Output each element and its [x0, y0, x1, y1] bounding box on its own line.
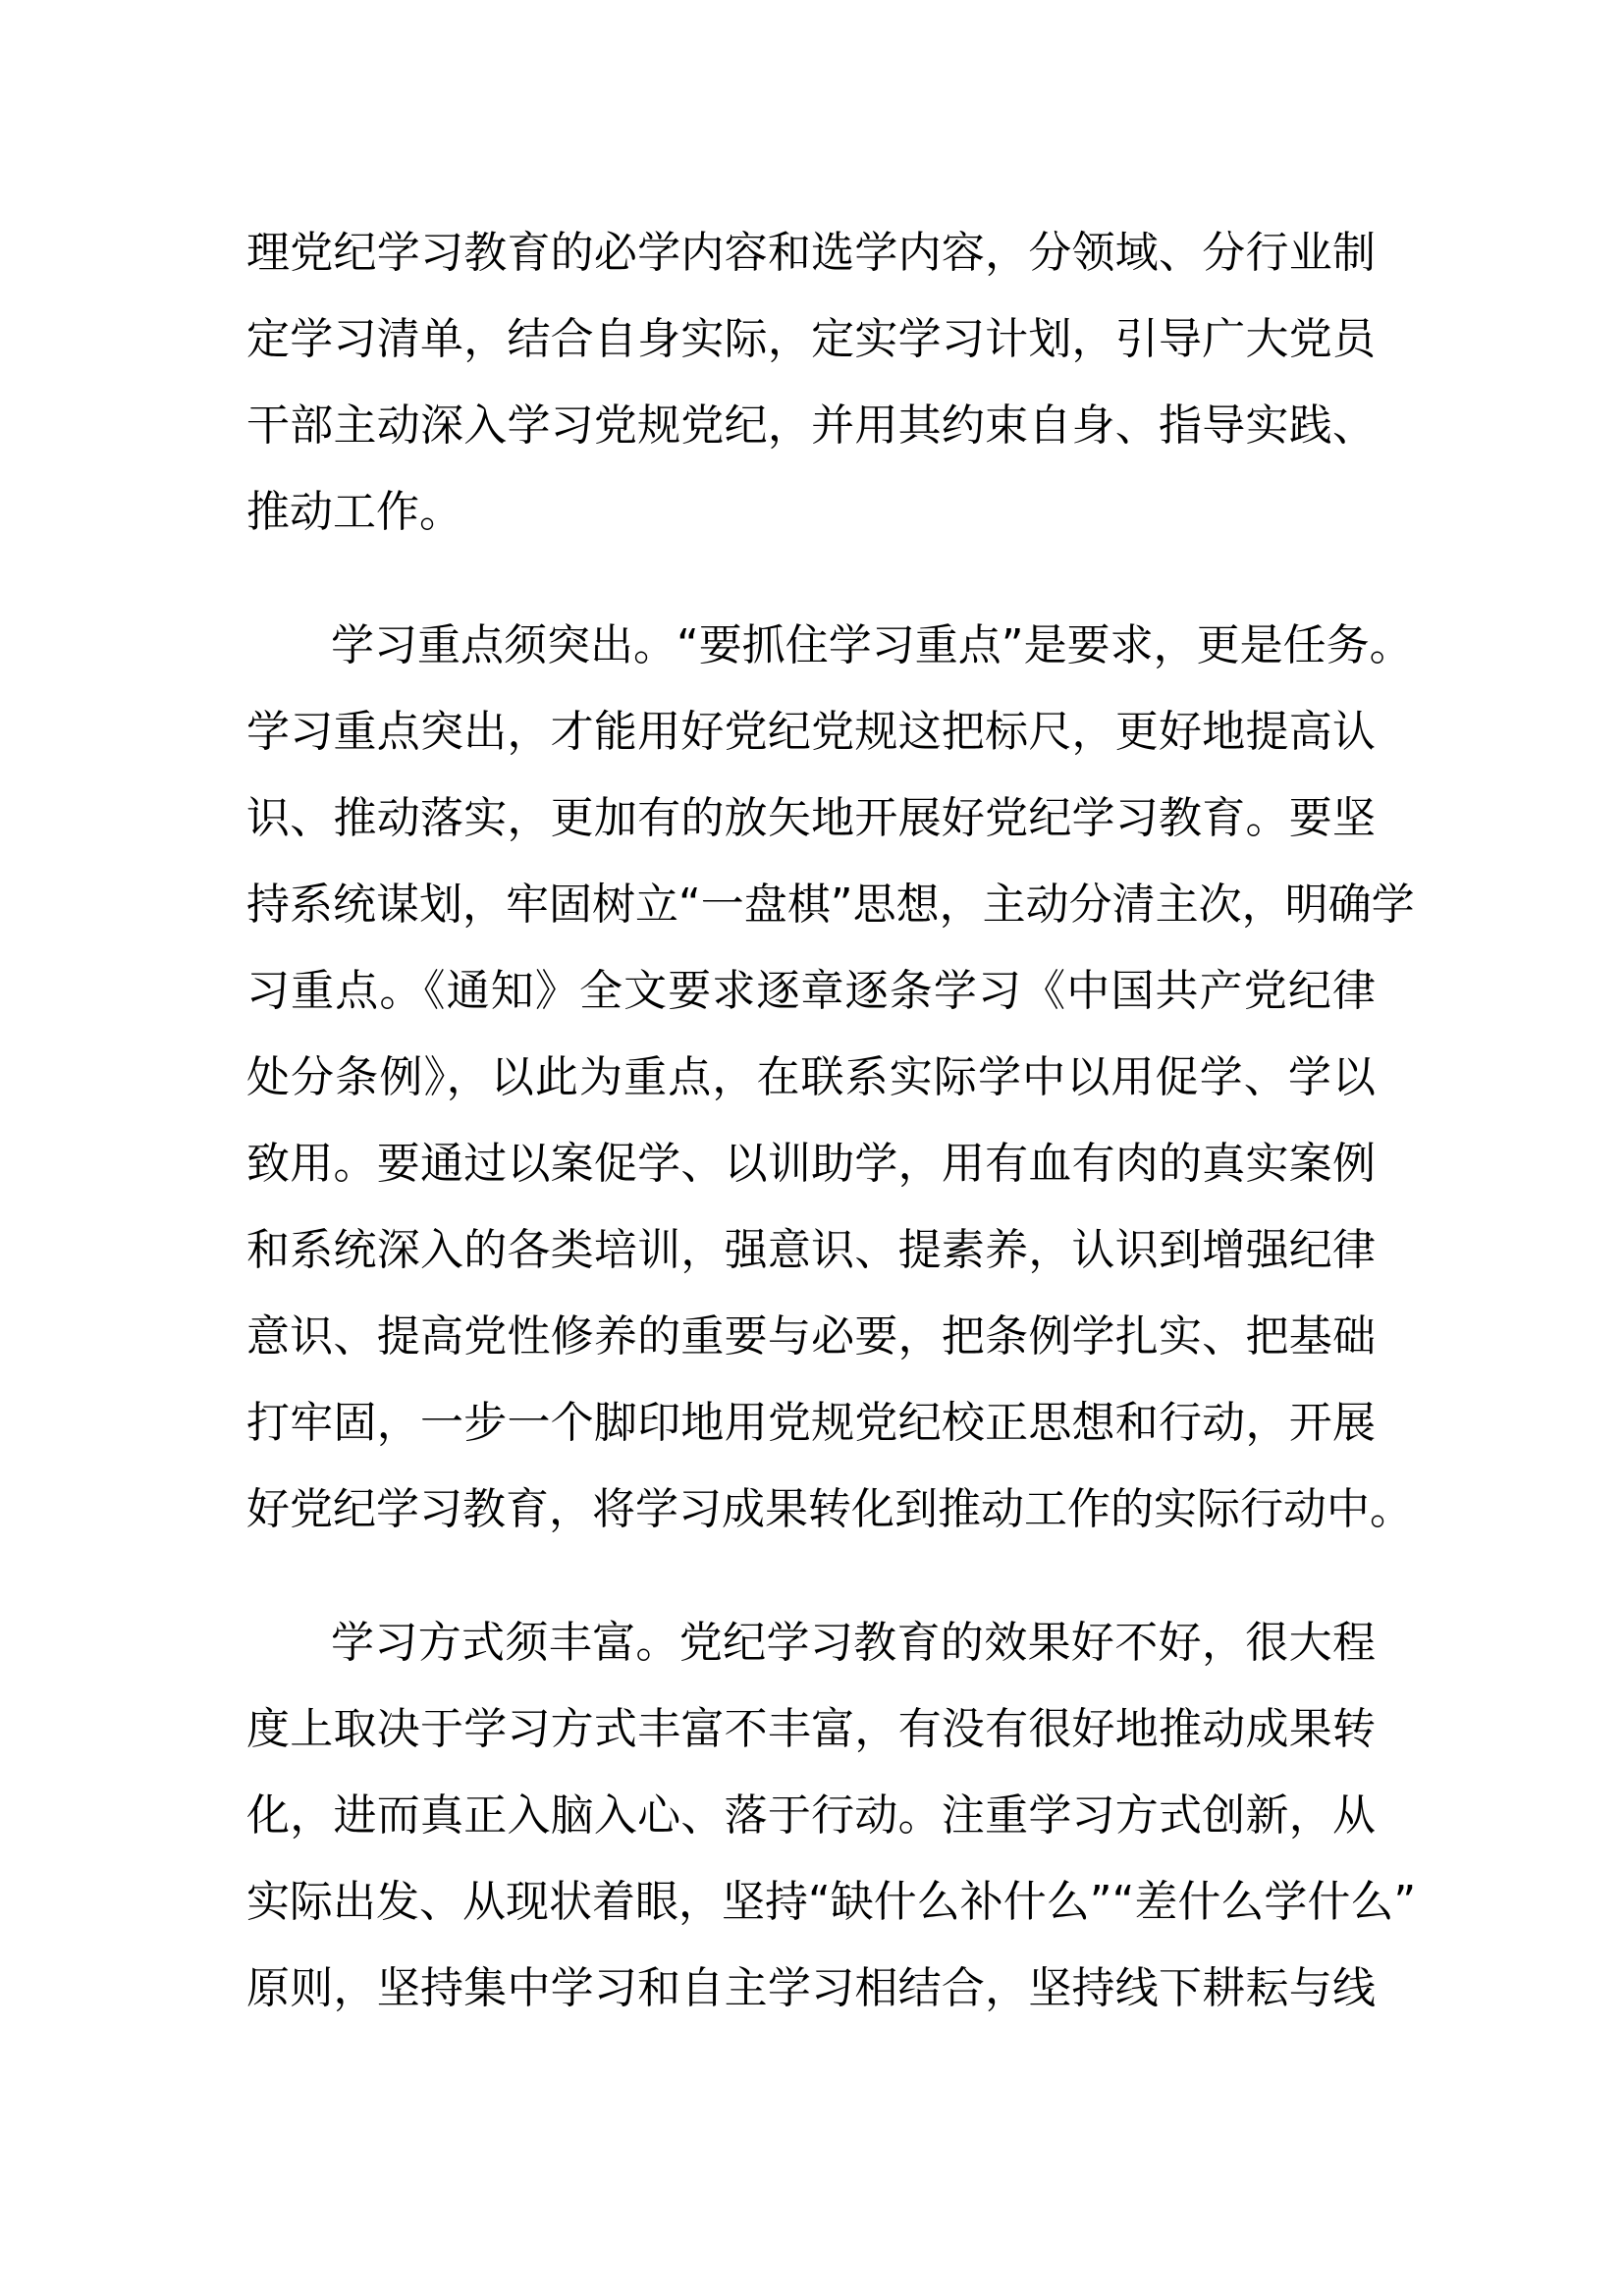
text-line: 定学习清单，结合自身实际，定实学习计划，引导广大党员 — [246, 314, 1376, 364]
text-line: 致用。要通过以案促学、以训助学，用有血有肉的真实案例 — [246, 1139, 1376, 1189]
document-page — [246, 210, 1417, 2079]
paragraph-2-study-focus — [246, 603, 1415, 1553]
paragraph-1 — [246, 210, 1376, 556]
text-line: 原则，坚持集中学习和自主学习相结合，坚持线下耕耘与线 — [246, 1963, 1376, 2013]
text-line: 处分条例》，以此为重点，在联系实际学中以用促学、学以 — [246, 1052, 1376, 1102]
text-line: 干部主动深入学习党规党纪，并用其约束自身、指导实践、 — [246, 400, 1376, 451]
text-line: 理党纪学习教育的必学内容和选学内容，分领域、分行业制 — [246, 228, 1376, 278]
text-line: 推动工作。 — [246, 487, 462, 537]
text-line: 度上取决于学习方式丰富不丰富，有没有很好地推动成果转 — [246, 1704, 1376, 1754]
text-line: 持系统谋划，牢固树立“一盘棋”思想，主动分清主次，明确学 — [246, 880, 1415, 930]
paragraph-3-study-methods — [246, 1600, 1417, 2032]
text-line-indented: 学习方式须丰富。党纪学习教育的效果好不好，很大程 — [331, 1618, 1376, 1668]
text-line-indented: 学习重点须突出。“要抓住学习重点”是要求，更是任务。 — [331, 620, 1413, 670]
text-line: 打牢固，一步一个脚印地用党规党纪校正思想和行动，开展 — [246, 1398, 1376, 1448]
text-line: 习重点。《通知》全文要求逐章逐条学习《中国共产党纪律 — [246, 966, 1376, 1016]
text-line: 化，进而真正入脑入心、落于行动。注重学习方式创新，从 — [246, 1790, 1376, 1841]
text-line: 和系统深入的各类培训，强意识、提素养，认识到增强纪律 — [246, 1225, 1376, 1275]
text-line: 意识、提高党性修养的重要与必要，把条例学扎实、把基础 — [246, 1311, 1376, 1362]
text-line: 好党纪学习教育，将学习成果转化到推动工作的实际行动中。 — [246, 1484, 1413, 1534]
text-line: 识、推动落实，更加有的放矢地开展好党纪学习教育。要坚 — [246, 793, 1376, 843]
text-line: 实际出发、从现状着眼，坚持“缺什么补什么”“差什么学什么” — [246, 1877, 1417, 1927]
text-line: 学习重点突出，才能用好党纪党规这把标尺，更好地提高认 — [246, 707, 1376, 757]
